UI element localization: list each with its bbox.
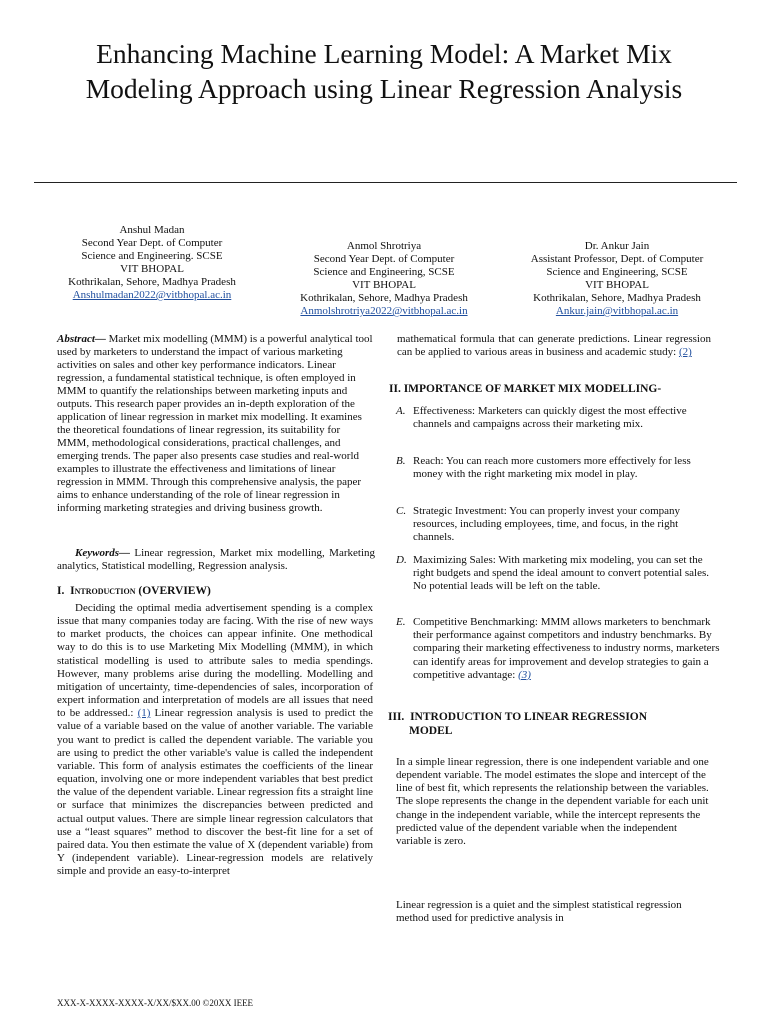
list-item-label: E.	[396, 616, 406, 628]
list-item-label: B.	[396, 455, 406, 467]
section-heading-line: MODEL	[409, 725, 453, 737]
abstract	[57, 333, 375, 515]
paragraph-text: Deciding the optimal media advertisement spending is a complex issue that many companies today are facing. With the rise of new ways to market products, the choices can appear infinite. One methodical way to do this is to use Marketing Mix Modelling (MMM), in which statistical modelling is used to attribute sales to media spendings. However, many problems arise during the modelling. Modelling and mitigation of uncertainty, time-dependencies of sales, incorporation of expert information and interpretation of models are all issues that need to be addressed.:	[57, 602, 373, 720]
section-heading-sc: Introduction	[70, 585, 136, 597]
author-name: Dr. Ankur Jain	[584, 240, 650, 252]
section-heading-line: INTRODUCTION TO LINEAR REGRESSION	[410, 711, 648, 723]
author-block-2	[274, 240, 494, 318]
reference-link-1[interactable]: (1)	[137, 707, 151, 720]
abstract-label: Abstract—	[57, 333, 106, 345]
paragraph-text: mathematical formula that can generate predictions. Linear regression can be applied to various areas in business and academic study:	[397, 333, 711, 359]
author-affiliation: Science and Engineering, SCSE	[313, 266, 455, 278]
section-number: I.	[57, 585, 65, 597]
section-heading-importance: II. IMPORTANCE OF MARKET MIX MODELLING-	[389, 383, 662, 395]
section-heading-linear-regression	[388, 710, 647, 738]
section-heading-rest: (OVERVIEW)	[135, 585, 211, 597]
keywords	[57, 547, 375, 573]
author-affiliation: VIT BHOPAL	[585, 279, 649, 291]
list-item-label: A.	[396, 405, 406, 417]
list-item-text	[413, 616, 721, 682]
page-footer: XXX-X-XXXX-XXXX-X/XX/$XX.00 ©20XX IEEE	[57, 998, 254, 1008]
paragraph-text: Linear regression analysis is used to predict the value of a variable based on the value of another variable. The variable you want to predict is called the dependent variable. The variable you are using to predict the other variable's value is called the independent variable. This form of analysis estimates the coefficients of the linear equation, involving one or more independent variables that best predict the value of the dependent variable. Linear regression fits a straight line or surface that minimizes the discrepancies between predicted and actual output values. There are simple linear regression calculators that use a “least squares” method to discover the best-fit line for a set of paired data. You then estimate the value of X (dependent variable) from Y (independent variable). Linear-regression models are relatively simple and provide an easy-to-interpret	[57, 707, 373, 878]
linear-regression-paragraph-1: In a simple linear regression, there is one independent variable and one dependent variable. The model estimates the slope and intercept of the line of best fit, which represents the relationship between the variables. The slope represents the change in the dependent variable for each unit change in the independent variable, while the intercept represents the predicted value of the dependent variable when the independent variable is zero.	[396, 756, 709, 847]
list-item-text: Effectiveness: Marketers can quickly digest the most effective channels and campaigns across their marketing mix.	[413, 405, 687, 431]
author-affiliation: Second Year Dept. of Computer	[313, 253, 455, 265]
list-item-body: Competitive Benchmarking: MMM allows marketers to benchmark their performance against competitors and industry benchmarks. By comparing their marketing effectiveness to industry norms, marketers can identify areas for improvement and develop strategies to gain a competitive advantage:	[413, 616, 720, 681]
list-item-text: Maximizing Sales: With marketing mix modeling, you can set the right budgets and spend the ideal amount to convert potential sales. No potential leads will be left on the table.	[413, 554, 710, 593]
list-item-label: D.	[396, 554, 407, 566]
author-location: Kothrikalan, Sehore, Madhya Pradesh	[533, 292, 701, 304]
author-location: Kothrikalan, Sehore, Madhya Pradesh	[68, 276, 236, 288]
title-divider	[34, 182, 737, 183]
paper-title: Enhancing Machine Learning Model: A Market Mix Modeling Approach using Linear Regression Analysis	[85, 38, 683, 104]
list-item-text: Reach: You can reach more customers more effectively for less money with the right marketing mix model in play.	[413, 455, 691, 481]
section-number: III.	[388, 711, 405, 723]
author-affiliation: VIT BHOPAL	[120, 263, 184, 275]
author-name: Anmol Shrotriya	[346, 240, 422, 252]
linear-regression-paragraph-2: Linear regression is a quiet and the simplest statistical regression method used for predictive analysis in	[396, 899, 682, 925]
keywords-text: Linear regression, Market mix modelling, Marketing analytics, Statistical modelling, Regression analysis.	[57, 547, 375, 572]
author-email-link[interactable]: Anshulmadan2022@vitbhopal.ac.in	[72, 289, 232, 301]
author-location: Kothrikalan, Sehore, Madhya Pradesh	[300, 292, 468, 304]
author-email-link[interactable]: Anmolshrotriya2022@vitbhopal.ac.in	[300, 305, 468, 317]
author-affiliation: Science and Engineering, SCSE	[546, 266, 688, 278]
author-affiliation: VIT BHOPAL	[352, 279, 416, 291]
author-affiliation: Assistant Professor, Dept. of Computer	[530, 253, 704, 265]
section-heading-introduction	[57, 584, 211, 598]
author-block-1	[42, 224, 262, 302]
reference-link-3[interactable]: (3)	[518, 668, 531, 681]
abstract-text: Market mix modelling (MMM) is a powerful analytical tool used by marketers to understand the impact of various marketing activities on sales and other key performance indicators. Linear regression, a fundamental statistical technique, is often employed in MMM to quantify the relationships between marketing inputs and outputs. This research paper provides an in-depth exploration of the application of linear regression in market mix modelling. It examines the theoretical foundations of linear regression, its suitability for MMM, methodological considerations, practical challenges, and emerging trends. The paper also presents case studies and real-world examples to illustrate the effectiveness and limitations of linear regression in MMM. Through this comprehensive analysis, the paper aims to enhance understanding of the role of linear regression in informing marketing strategies and driving business growth.	[57, 333, 373, 514]
author-block-3	[507, 240, 727, 318]
reference-link-2[interactable]: (2)	[678, 346, 692, 359]
author-affiliation: Second Year Dept. of Computer	[81, 237, 223, 249]
continued-paragraph	[397, 333, 711, 359]
keywords-label: Keywords—	[75, 547, 130, 559]
list-item-text: Strategic Investment: You can properly invest your company resources, including employees, time, and focus, in the right channels.	[413, 505, 681, 544]
author-affiliation: Science and Engineering. SCSE	[81, 250, 223, 262]
list-item-label: C.	[396, 505, 407, 517]
author-email-link[interactable]: Ankur.jain@vitbhopal.ac.in	[555, 305, 679, 317]
introduction-paragraph	[57, 602, 373, 878]
author-name: Anshul Madan	[119, 224, 185, 236]
